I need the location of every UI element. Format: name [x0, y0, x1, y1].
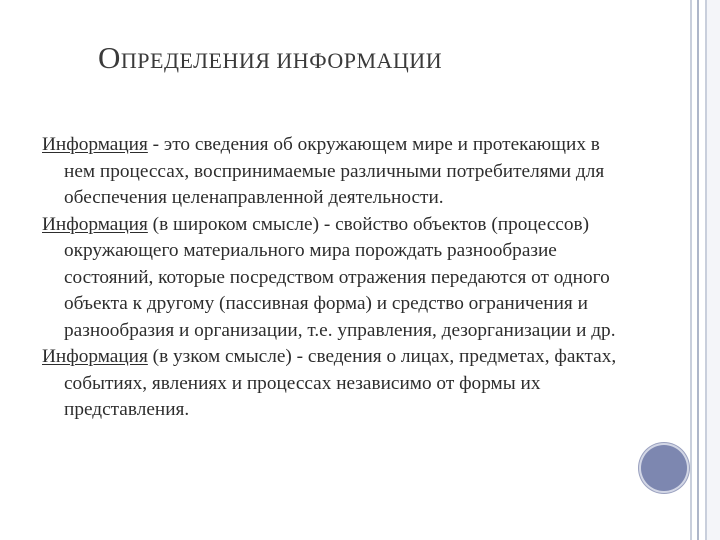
definition-paragraph: [42, 212, 622, 345]
slide-body: [42, 132, 622, 424]
slide-title: [98, 40, 678, 76]
frame-line: [705, 0, 707, 540]
definition-term: Информация: [42, 134, 148, 155]
definition-text: - это сведения об окружающем мире и протекающих в нем процессах, воспринимаемые различными потребителями для обеспечения целенаправленной деятельности.: [64, 134, 605, 208]
title-first-letter: О: [98, 40, 121, 75]
definition-paragraph: [42, 132, 622, 212]
circle-ornament: [641, 445, 687, 491]
definition-paragraph: [42, 344, 622, 424]
frame-line: [690, 0, 692, 540]
definition-text: (в узком смысле) - сведения о лицах, предметах, фактах, событиях, явлениях и процессах независимо от формы их представления.: [64, 346, 617, 420]
definition-term: Информация: [42, 346, 148, 367]
definition-text: (в широком смысле) - свойство объектов (процессов) окружающего материального мира порождать разнообразие состояний, которые посредством отражения передаются от одного объекта к другому (пассивная форма) и средство ограничения и разнообразия и организации, т.е. управления, дезорганизации и др.: [64, 213, 616, 341]
title-rest: ПРЕДЕЛЕНИЯ ИНФОРМАЦИИ: [120, 48, 443, 73]
definition-term: Информация: [42, 213, 148, 235]
frame-line: [697, 0, 699, 540]
right-frame-band: [707, 0, 720, 540]
